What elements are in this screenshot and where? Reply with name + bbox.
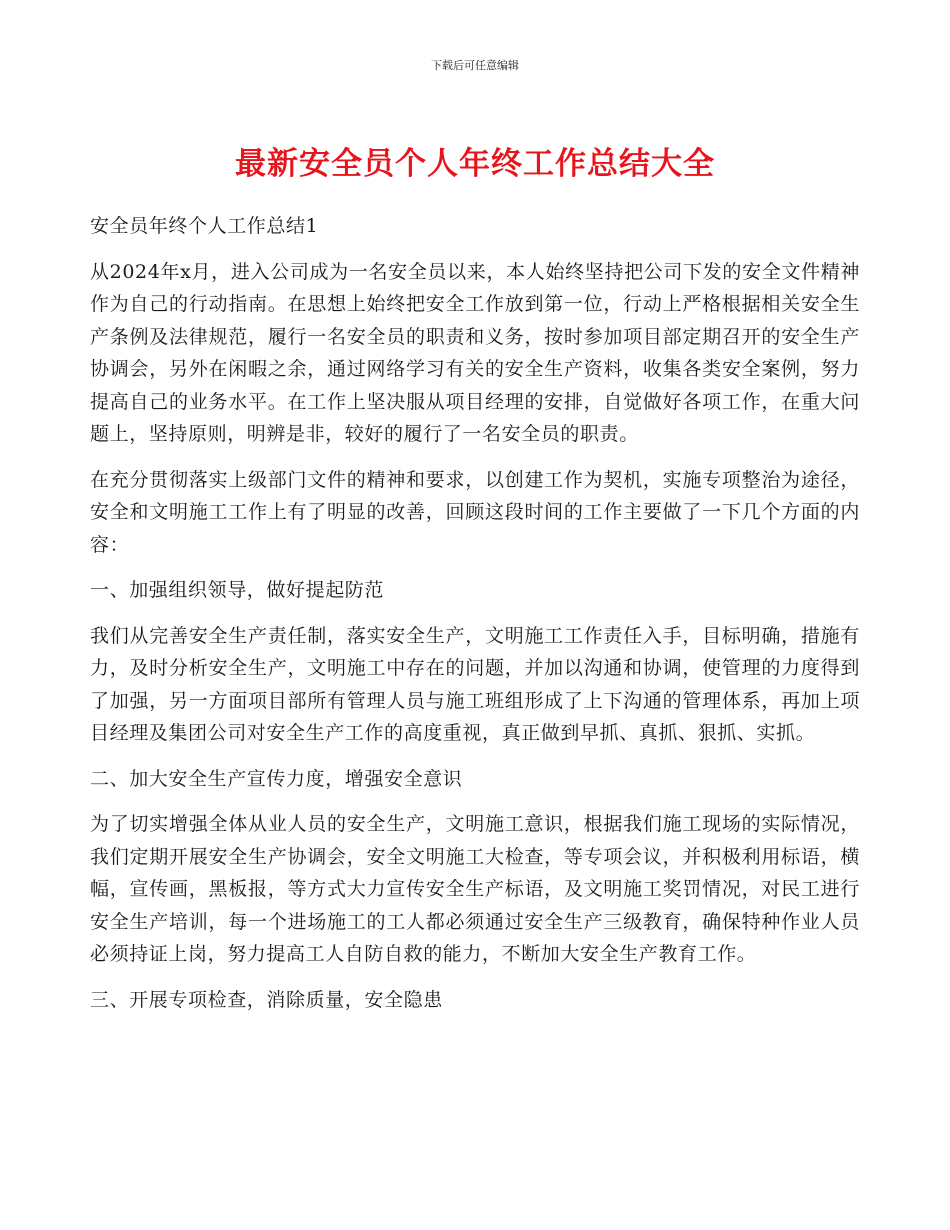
document-body (90, 210, 860, 1029)
section-title: 安全员年终个人工作总结1 (90, 215, 319, 237)
paragraph-intro: 从2024年x月，进入公司成为一名安全员以来，本人始终坚持把公司下发的安全文件精神作为自己的行动指南。在思想上始终把安全工作放到第一位，行动上严格根据相关安全生产条例及法律规范，履行一名安全员的职责和义务，按时参加项目部定期召开的安全生产协调会，另外在闲暇之余，通过网络学习有关的安全生产资料，收集各类安全案例，努力提高自己的业务水平。在工作上坚决服从项目经理的安排，自觉做好各项工作，在重大问题上，坚持原则，明辨是非，较好的履行了一名安全员的职责。 (90, 260, 860, 445)
section-body-1: 我们从完善安全生产责任制，落实安全生产，文明施工工作责任入手，目标明确，措施有力，及时分析安全生产，文明施工中存在的问题，并加以沟通和协调，使管理的力度得到了加强，另一方面项目部所有管理人员与施工班组形成了上下沟通的管理体系，再加上项目经理及集团公司对安全生产工作的高度重视，真正做到早抓、真抓、狠抓、实抓。 (90, 624, 860, 744)
document-title: 最新安全员个人年终工作总结大全 (235, 146, 715, 182)
section-heading-3: 三、开展专项检查，消除质量，安全隐患 (90, 988, 443, 1011)
header-note: 下载后可任意编辑 (431, 59, 519, 72)
paragraph-overview: 在充分贯彻落实上级部门文件的精神和要求，以创建工作为契机，实施专项整治为途径，安全和文明施工工作上有了明显的改善，回顾这段时间的工作主要做了一下几个方面的内容： (90, 468, 860, 556)
section-body-2: 为了切实增强全体从业人员的安全生产，文明施工意识，根据我们施工现场的实际情况，我们定期开展安全生产协调会，安全文明施工大检查，等专项会议，并积极利用标语，横幅，宣传画，黑板报，等方式大力宣传安全生产标语，及文明施工奖罚情况，对民工进行安全生产培训，每一个进场施工的工人都必须通过安全生产三级教育，确保特种作业人员必须持证上岗，努力提高工人自防自救的能力，不断加大安全生产教育工作。 (90, 813, 860, 965)
section-heading-1: 一、加强组织领导，做好提起防范 (90, 579, 385, 601)
section-heading-2: 二、加大安全生产宣传力度，增强安全意识 (90, 767, 463, 790)
